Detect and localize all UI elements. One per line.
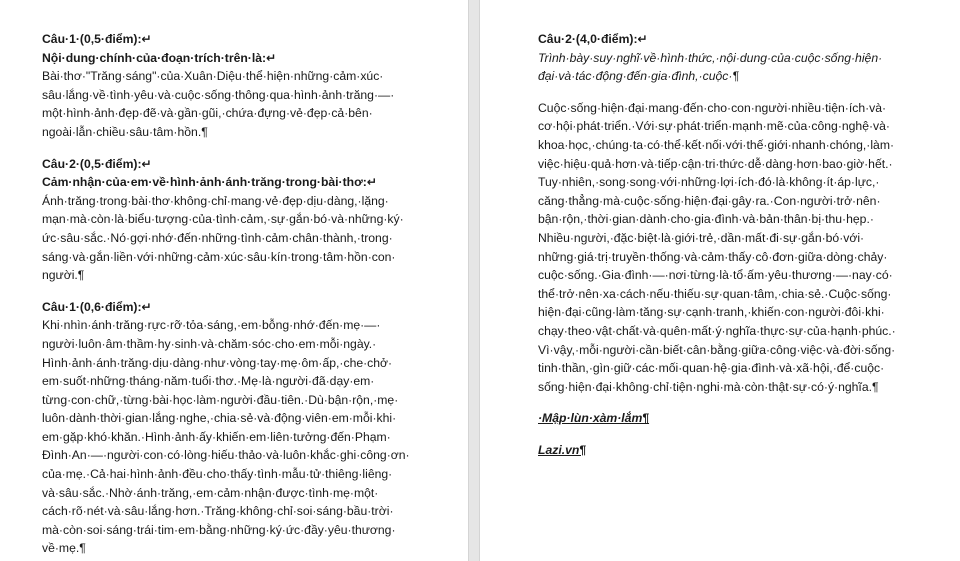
- answer-line: từng·con·chữ,·từng·bài·học·làm·người·đầu·tiên.·Dù·bận·rộn,·mẹ·: [42, 392, 399, 407]
- question-prompt-line: Trình·bày·suy·nghĩ·về·hình·thức,·nội·dung·của·cuộc·sống·hiện·: [538, 50, 883, 65]
- answer-line: mà·còn·soi·sáng·trái·tim·em·bằng·những·ký·ức·đầy·yêu·thương·: [42, 522, 396, 537]
- answer-line: về·mẹ.¶: [42, 541, 86, 556]
- answer-line: ngoài·lẫn·chiều·sâu·tâm·hồn.¶: [42, 124, 208, 139]
- answer-line: luôn·dành·thời·gian·lắng·nghe,·chia·sẻ·và·động·viên·em·mỗi·khi·: [42, 411, 397, 426]
- question-prompt-line: đại·và·tác·động·đến·gia·đình,·cuộc·¶: [538, 69, 739, 84]
- document-page-left[interactable]: [0, 0, 468, 561]
- answer-line: hiện·đại·cũng·làm·tăng·sự·cạnh·tranh,·khiến·con·người·đôi·khi·: [538, 305, 885, 320]
- answer-line: mạn·mà·còn·là·biểu·tượng·của·tình·cảm,·sự·gắn·bó·và·những·ký·: [42, 212, 404, 227]
- answer-line: Bài·thơ·"Trăng·sáng"·của·Xuân·Diệu·thể·hiện·những·cảm·xúc·: [42, 69, 384, 84]
- answer-line: Vì·vậy,·mỗi·người·cần·biết·cân·bằng·giữa·công·việc·và·đời·sống·: [538, 342, 896, 357]
- answer-line: và·sâu·sắc.·Nhờ·ánh·trăng,·em·cảm·nhận·được·tình·mẹ·một·: [42, 485, 379, 500]
- page-left-content: [42, 30, 422, 558]
- answer-line: người·luôn·âm·thầm·hy·sinh·và·chăm·sóc·cho·em·mỗi·ngày.·: [42, 336, 377, 351]
- answer-line: em·suốt·những·tháng·năm·tuổi·thơ.·Mẹ·là·người·đã·dạy·em·: [42, 374, 375, 389]
- answer-line: Ánh·trăng·trong·bài·thơ·không·chỉ·mang·vẻ·đẹp·dịu·dàng,·lặng·: [42, 193, 389, 208]
- answer-line: căng·thẳng·mà·cuộc·sống·hiện·đại·gây·ra.·Con·người·trở·nên·: [538, 193, 881, 208]
- answer-line: bận·rộn,·thời·gian·dành·cho·gia·đình·và·bản·thân·bị·thu·hẹp.·: [538, 212, 874, 227]
- answer-line: sáng·và·gắn·liền·với·những·cảm·xúc·sâu·kín·trong·tâm·hồn·con·: [42, 249, 396, 264]
- question-heading: Câu·2·(4,0·điểm):↵: [538, 32, 648, 46]
- answer-line: Đình·An·—·người·con·có·lòng·hiếu·thảo·và·luôn·khắc·ghi·công·ơn·: [42, 448, 410, 463]
- answer-line: thể·trở·nên·xa·cách·nếu·thiếu·sự·quan·tâm,·chia·sẻ.·Cuộc·sống·: [538, 286, 892, 301]
- answer-line: sâu·lắng·về·tình·yêu·và·cuộc·sống·thông·qua·hình·ảnh·trăng·—·: [42, 87, 395, 102]
- answer-line: cách·rõ·nét·và·sâu·lắng·hơn.·Trăng·không·chỉ·soi·sáng·bầu·trời·: [42, 504, 394, 519]
- question-heading: Câu·2·(0,5·điểm):↵: [42, 156, 152, 171]
- answer-line: Hình·ảnh·ánh·trăng·dịu·dàng·như·vòng·tay·mẹ·ôm·ấp,·che·chở·: [42, 355, 393, 370]
- answer-line: việc·hiệu·quả·hơn·và·tiếp·cận·tri·thức·dễ·dàng·hơn·bao·giờ·hết.·: [538, 156, 893, 171]
- answer-line: một·hình·ảnh·đẹp·đẽ·và·gần·gũi,·chứa·đựng·vẻ·đẹp·cả·bên·: [42, 106, 373, 121]
- answer-line: tinh·thần,·gìn·giữ·các·mối·quan·hệ·gia·đình·và·xã·hội,·để·cuộc·: [538, 361, 885, 376]
- question-heading: Câu·1·(0,6·điểm):↵: [42, 299, 152, 314]
- answer-line: những·giá·trị·truyền·thống·và·cảm·thấy·cô·đơn·giữa·dòng·chảy·: [538, 249, 888, 264]
- question-subheading: Nội·dung·chính·của·đoạn·trích·trên·là:↵: [42, 50, 277, 65]
- question-subheading: Cảm·nhận·của·em·về·hình·ảnh·ánh·trăng·trong·bài·thơ:↵: [42, 175, 378, 190]
- answer-line: em·gặp·khó·khăn.·Hình·ảnh·ấy·khiến·em·liên·tưởng·đến·Phạm·: [42, 429, 391, 444]
- answer-line: ức·sâu·sắc.·Nó·gợi·nhớ·đến·những·tình·cảm·chân·thành,·trong·: [42, 230, 393, 245]
- question-heading: Câu·1·(0,5·điểm):↵: [42, 32, 152, 46]
- answer-line: người.¶: [42, 268, 85, 283]
- answer-line: sống·hiện·đại·không·chỉ·tiện·nghi·mà·còn·thật·sự·có·ý·nghĩa.¶: [538, 379, 879, 394]
- answer-line: Cuộc·sống·hiện·đại·mang·đến·cho·con·người·nhiều·tiện·ích·và·: [538, 100, 887, 115]
- answer-line: cuộc·sống.·Gia·đình·—·nơi·từng·là·tổ·ấm·yêu·thương·—·nay·có·: [538, 268, 893, 283]
- answer-line: chạy·theo·vật·chất·và·quên·mất·ý·nghĩa·thực·sự·của·hạnh·phúc.·: [538, 323, 896, 338]
- answer-line: của·mẹ.·Cả·hai·hình·ảnh·đều·cho·thấy·tình·mẫu·tử·thiêng·liêng·: [42, 467, 393, 482]
- author-signature: ·Mập·lùn·xàm·lắm¶: [538, 411, 650, 426]
- answer-line: Tuy·nhiên,·song·song·với·những·lợi·ích·đó·là·không·ít·áp·lực,·: [538, 175, 880, 190]
- answer-line: khoa·học,·chúng·ta·có·thể·kết·nối·với·thế·giới·nhanh·chóng,·làm·: [538, 137, 895, 152]
- source-signature: Lazi.vn¶: [538, 442, 587, 457]
- answer-line: Nhiều·người,·đặc·biệt·là·giới·trẻ,·dần·mất·đi·sự·gắn·bó·với·: [538, 230, 865, 245]
- page-right-content: [538, 30, 910, 459]
- answer-line: Khi·nhìn·ánh·trăng·rực·rỡ·tỏa·sáng,·em·bỗng·nhớ·đến·mẹ·—·: [42, 318, 381, 333]
- page-gutter: [468, 0, 480, 561]
- answer-line: cơ·hội·phát·triển.·Với·sự·phát·triển·mạnh·mẽ·của·công·nghệ·và·: [538, 119, 890, 134]
- document-page-right[interactable]: [480, 0, 960, 561]
